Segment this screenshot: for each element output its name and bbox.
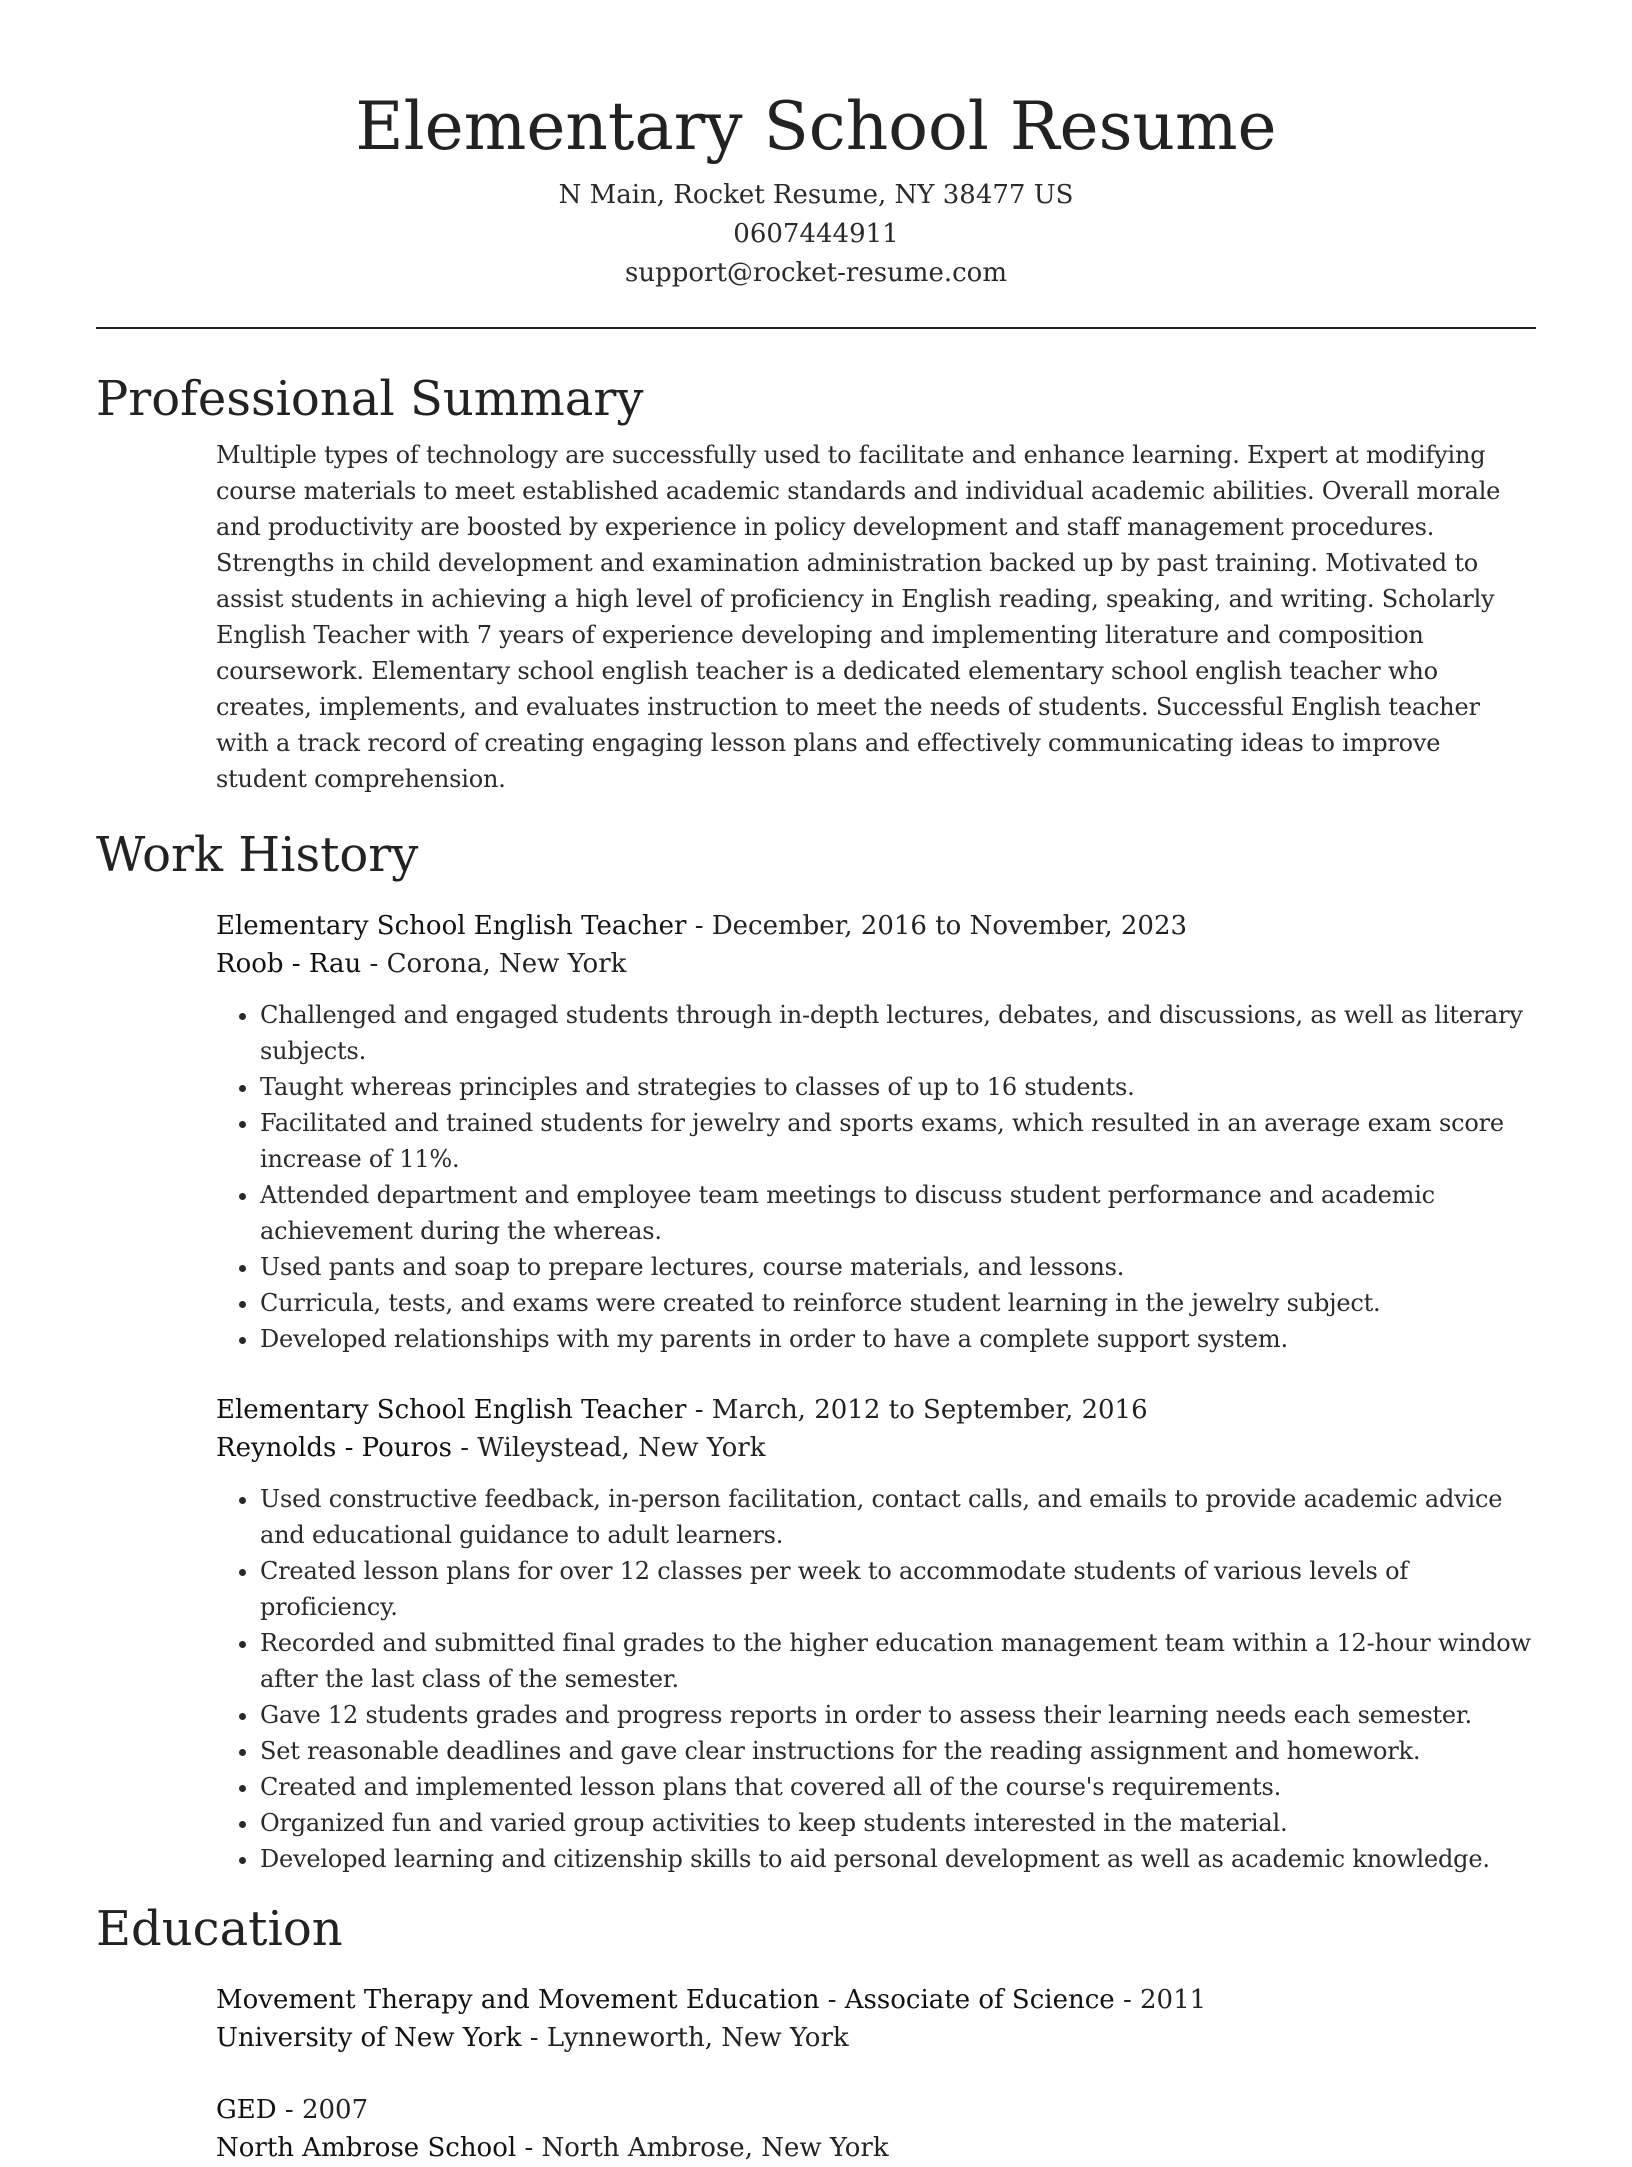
education-school: North Ambrose School bbox=[216, 2133, 517, 2163]
resume-title: Elementary School Resume bbox=[355, 88, 1277, 165]
job-dates: March, 2012 to September, 2016 bbox=[711, 1395, 1148, 1425]
contact-block bbox=[96, 176, 1536, 293]
education-school-line bbox=[216, 2129, 1536, 2167]
education-section bbox=[96, 1899, 1536, 2167]
list-item: • Developed learning and citizenship skills to aid personal development as well as academic knowledge. bbox=[260, 1841, 1536, 1877]
separator: - bbox=[819, 1985, 845, 2015]
list-item: • Gave 12 students grades and progress reports in order to assess their learning needs each semester. bbox=[260, 1697, 1536, 1733]
job-title-line bbox=[216, 1391, 1536, 1429]
header-divider bbox=[96, 327, 1536, 329]
education-year: 2011 bbox=[1140, 1985, 1207, 2015]
summary-section bbox=[96, 369, 1536, 797]
education-location: Lynneworth, New York bbox=[546, 2023, 849, 2053]
summary-body bbox=[216, 437, 1536, 797]
separator: - bbox=[686, 1395, 712, 1425]
education-title: Education bbox=[96, 1901, 343, 1957]
list-item: • Curricula, tests, and exams were created to reinforce student learning in the jewelry subject. bbox=[260, 1285, 1536, 1321]
resume-header bbox=[96, 0, 1536, 293]
job-employer-line bbox=[216, 1429, 1536, 1467]
list-item: • Attended department and employee team meetings to discuss student performance and academic achievement during the whereas. bbox=[260, 1177, 1536, 1249]
job-role: Elementary School English Teacher bbox=[216, 911, 687, 941]
summary-title: Professional Summary bbox=[96, 371, 644, 427]
separator: - bbox=[516, 2133, 542, 2163]
education-year: 2007 bbox=[301, 2095, 369, 2125]
education-degree-line bbox=[216, 1981, 1536, 2019]
separator: - bbox=[686, 911, 712, 941]
separator: - bbox=[521, 2023, 547, 2053]
list-item: • Organized fun and varied group activities to keep students interested in the material. bbox=[260, 1805, 1536, 1841]
job-title-line bbox=[216, 907, 1536, 945]
list-item: • Facilitated and trained students for jewelry and sports exams, which resulted in an average exam score increase of 11%. bbox=[260, 1105, 1536, 1177]
address: N Main, Rocket Resume, NY 38477 US bbox=[558, 180, 1074, 210]
education-degree: Associate of Science bbox=[844, 1985, 1115, 2015]
separator: - bbox=[451, 1433, 478, 1463]
job-employer: Reynolds - Pouros bbox=[216, 1433, 452, 1463]
education-degree-line bbox=[216, 2091, 1536, 2129]
education-entry bbox=[216, 1981, 1536, 2057]
separator: - bbox=[1114, 1985, 1141, 2015]
education-location: North Ambrose, New York bbox=[541, 2133, 889, 2163]
job-employer: Roob - Rau bbox=[216, 949, 362, 979]
job-role: Elementary School English Teacher bbox=[216, 1395, 687, 1425]
summary-text: Multiple types of technology are successfully used to facilitate and enhance learning. Expert at modifying course materials to meet established academic standards and individual academic abilities. Overall morale and productivity are boosted by experience in policy development and staff management procedures. Strengths in child development and examination administration backed up by past training. Motivated to assist students in achieving a high level of proficiency in English reading, speaking, and writing. Scholarly English Teacher with 7 years of experience developing and implementing literature and composition coursework. Elementary school english teacher is a dedicated elementary school english teacher who creates, implements, and evaluates instruction to meet the needs of students. Successful English teacher with a track record of creating engaging lesson plans and effectively communicating ideas to improve student comprehension. bbox=[216, 441, 1501, 793]
list-item: • Developed relationships with my parents in order to have a complete support system. bbox=[260, 1321, 1536, 1357]
work-history-title: Work History bbox=[96, 827, 419, 883]
education-school-line bbox=[216, 2019, 1536, 2057]
job-employer-line bbox=[216, 945, 1536, 983]
education-field: Movement Therapy and Movement Education bbox=[216, 1985, 820, 2015]
work-history-section bbox=[96, 825, 1536, 1877]
list-item: • Set reasonable deadlines and gave clear instructions for the reading assignment and homework. bbox=[260, 1733, 1536, 1769]
separator: - bbox=[276, 2095, 302, 2125]
job-dates: December, 2016 to November, 2023 bbox=[711, 911, 1188, 941]
education-entry bbox=[216, 2091, 1536, 2167]
job-entry bbox=[216, 907, 1536, 1357]
job-location: Wileystead, New York bbox=[477, 1433, 766, 1463]
separator: - bbox=[361, 949, 387, 979]
list-item: • Taught whereas principles and strategies to classes of up to 16 students. bbox=[260, 1069, 1536, 1105]
job-bullets bbox=[216, 1481, 1536, 1877]
education-school: University of New York bbox=[216, 2023, 522, 2053]
education-body bbox=[216, 1981, 1536, 2167]
job-location: Corona, New York bbox=[386, 949, 627, 979]
list-item: • Used constructive feedback, in-person facilitation, contact calls, and emails to provide academic advice and educational guidance to adult learners. bbox=[260, 1481, 1536, 1553]
list-item: • Created and implemented lesson plans that covered all of the course's requirements. bbox=[260, 1769, 1536, 1805]
work-history-body bbox=[216, 907, 1536, 1877]
job-entry bbox=[216, 1391, 1536, 1877]
list-item: • Created lesson plans for over 12 classes per week to accommodate students of various levels of proficiency. bbox=[260, 1553, 1536, 1625]
list-item: • Used pants and soap to prepare lectures, course materials, and lessons. bbox=[260, 1249, 1536, 1285]
email: support@rocket-resume.com bbox=[624, 258, 1007, 288]
education-degree: GED bbox=[216, 2095, 277, 2125]
list-item: • Challenged and engaged students through in-depth lectures, debates, and discussions, as well as literary subjects. bbox=[260, 997, 1536, 1069]
resume-page bbox=[96, 0, 1536, 2167]
list-item: • Recorded and submitted final grades to the higher education management team within a 12-hour window after the last class of the semester. bbox=[260, 1625, 1536, 1697]
phone: 0607444911 bbox=[733, 219, 899, 249]
job-bullets bbox=[216, 997, 1536, 1357]
